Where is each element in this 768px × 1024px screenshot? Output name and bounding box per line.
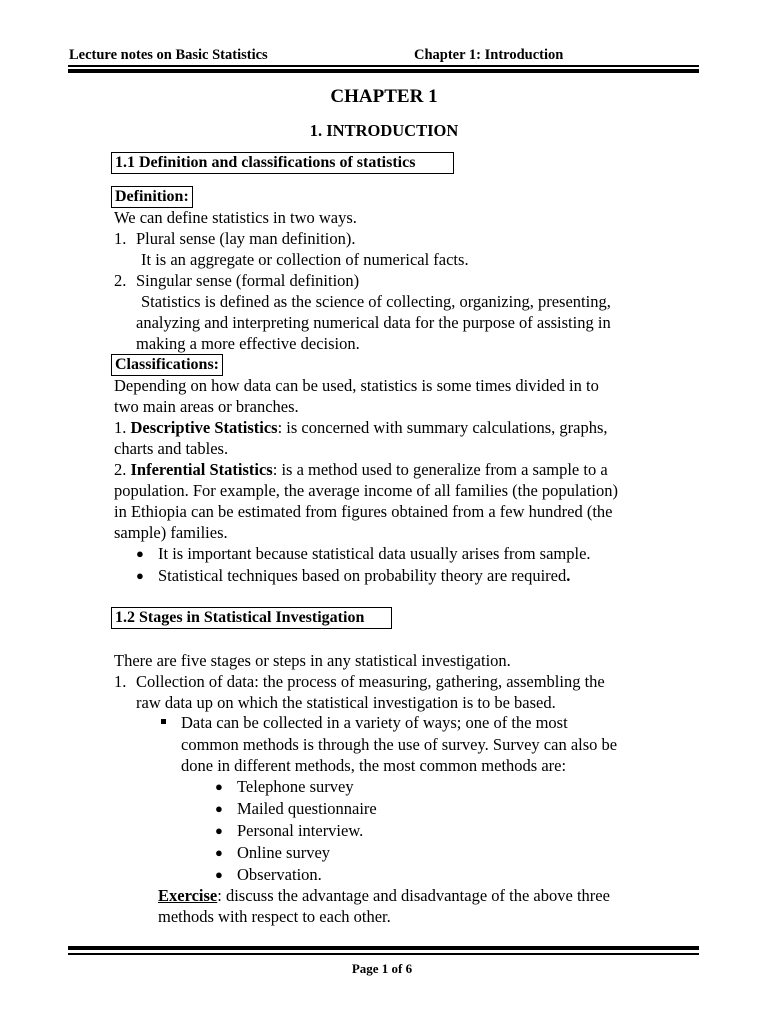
definition-item-1-number: 1. — [114, 229, 127, 248]
exercise-line — [158, 885, 610, 906]
bullet-item-text: Statistical techniques based on probability theory are required — [158, 566, 567, 585]
bullet-icon: ● — [136, 546, 144, 561]
bullet-item: It is important because statistical data usually arises from sample. — [158, 544, 591, 563]
header-rule-thin — [68, 65, 699, 67]
section-title — [0, 121, 768, 141]
classifications-intro-line: Depending on how data can be used, statistics is some times divided in to — [114, 376, 599, 395]
stages-intro: There are five stages or steps in any statistical investigation. — [114, 651, 511, 670]
stage-1-line: Collection of data: the process of measuring, gathering, assembling the — [136, 672, 605, 691]
page-number — [0, 961, 768, 977]
survey-method-item: Observation. — [237, 865, 322, 884]
inferential-statistics-term: Inferential Statistics — [130, 460, 273, 479]
definition-item-2-detail-line: making a more effective decision. — [136, 334, 360, 353]
survey-method-item: Telephone survey — [237, 777, 354, 796]
bullet-item-period: . — [566, 566, 571, 585]
running-header-title: Lecture notes on Basic Statistics — [69, 47, 268, 63]
inferential-statistics-line — [114, 459, 608, 480]
descriptive-statistics-line-2: charts and tables. — [114, 439, 229, 458]
inferential-statistics-line: population. For example, the average income of all families (the population) — [114, 481, 619, 500]
inferential-statistics-line: in Ethiopia can be estimated from figures obtained from a few hundred (the — [114, 502, 613, 521]
bullet-icon: ● — [215, 867, 223, 882]
square-bullet-icon — [161, 719, 166, 724]
stage-1-line: raw data up on which the statistical investigation is to be based. — [136, 693, 556, 712]
descriptive-number: 1. — [114, 418, 131, 437]
section-1-1-heading: 1.1 Definition and classifications of statistics — [111, 152, 454, 174]
footer-rule-thick — [68, 946, 699, 950]
section-1-2-heading: 1.2 Stages in Statistical Investigation — [111, 607, 392, 629]
bullet-item — [158, 565, 570, 586]
header-rule-thick — [68, 69, 699, 73]
collection-methods-line: Data can be collected in a variety of ways; one of the most — [181, 713, 568, 732]
bullet-icon: ● — [136, 568, 144, 583]
bullet-icon: ● — [215, 779, 223, 794]
collection-methods-line: done in different methods, the most common methods are: — [181, 756, 567, 775]
definition-item-1-detail: It is an aggregate or collection of numerical facts. — [141, 250, 469, 269]
definition-item-2: Singular sense (formal definition) — [136, 271, 360, 290]
survey-method-item: Online survey — [237, 843, 331, 862]
chapter-title — [0, 86, 768, 108]
descriptive-statistics-text: : is concerned with summary calculations, graphs, — [277, 418, 608, 437]
definition-item-2-number: 2. — [114, 271, 127, 290]
section-title-text: 1. INTRODUCTION — [309, 121, 459, 140]
collection-methods-line: common methods is through the use of survey. Survey can also be — [181, 735, 618, 754]
bullet-icon: ● — [215, 801, 223, 816]
exercise-text: : discuss the advantage and disadvantage of the above three — [217, 886, 610, 905]
definition-item-1: Plural sense (lay man definition). — [136, 229, 356, 248]
definition-intro: We can define statistics in two ways. — [114, 208, 357, 227]
definition-item-2-detail-line: Statistics is defined as the science of collecting, organizing, presenting, — [141, 292, 611, 311]
page-number-text: Page 1 of 6 — [351, 961, 413, 976]
bullet-icon: ● — [215, 845, 223, 860]
survey-method-item: Personal interview. — [237, 821, 364, 840]
classifications-intro-line: two main areas or branches. — [114, 397, 299, 416]
stage-1-number: 1. — [114, 672, 127, 691]
survey-method-item: Mailed questionnaire — [237, 799, 377, 818]
running-header-chapter: Chapter 1: Introduction — [414, 47, 564, 63]
inferential-statistics-line: sample) families. — [114, 523, 228, 542]
footer-rule-thin — [68, 953, 699, 955]
classifications-label: Classifications: — [111, 354, 223, 376]
descriptive-statistics-line — [114, 417, 608, 438]
definition-item-2-detail-line: analyzing and interpreting numerical data for the purpose of assisting in — [136, 313, 611, 332]
chapter-title-text: CHAPTER 1 — [330, 86, 438, 107]
definition-label: Definition: — [111, 186, 193, 208]
inferential-statistics-text: : is a method used to generalize from a sample to a — [272, 460, 608, 479]
exercise-label: Exercise — [158, 886, 218, 905]
inferential-number: 2. — [114, 460, 131, 479]
descriptive-statistics-term: Descriptive Statistics — [130, 418, 278, 437]
bullet-icon: ● — [215, 823, 223, 838]
exercise-line-2: methods with respect to each other. — [158, 907, 391, 926]
